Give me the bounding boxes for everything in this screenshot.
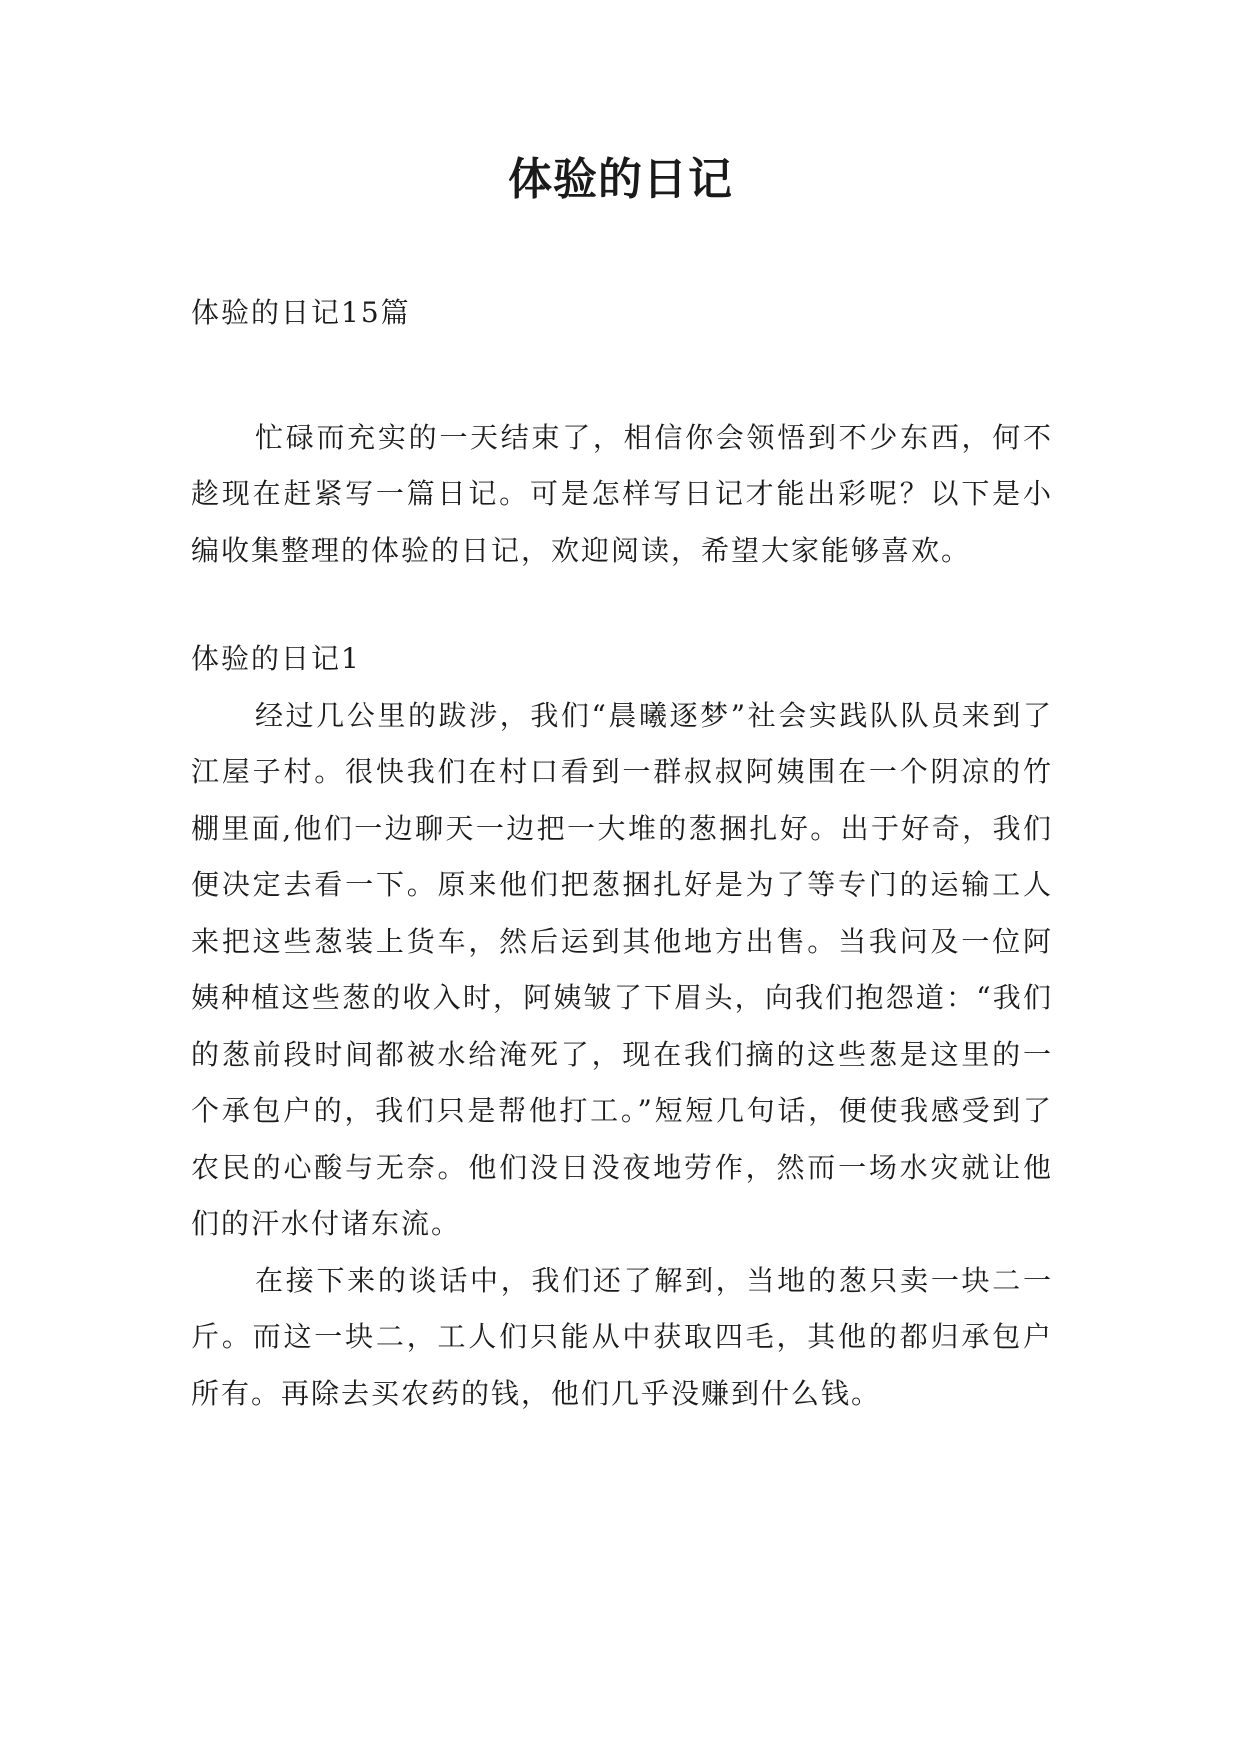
- section-heading: 体验的日记1: [191, 642, 361, 675]
- document-title: 体验的日记: [508, 154, 733, 205]
- body-paragraph: 经过几公里的跋涉，我们“晨曦逐梦”社会实践队队员来到了江屋子村。很快我们在村口看到一群叔叔阿姨围在一个阴凉的竹棚里面,他们一边聊天一边把一大堆的葱捆扎好。出于好奇，我们便决定去看一下。原来他们把葱捆扎好是为了等专门的运输工人来把这些葱装上货车，然后运到其他地方出售。当我问及一位阿姨种植这些葱的收入时，阿姨皱了下眉头，向我们抱怨道：“我们的葱前段时间都被水给淹死了，现在我们摘的这些葱是这里的一个承包户的，我们只是帮他打工。”短短几句话，便使我感受到了农民的心酸与无奈。他们没日没夜地劳作，然而一场水灾就让他们的汗水付诸东流。: [191, 698, 1053, 1240]
- body-paragraph: 在接下来的谈话中，我们还了解到，当地的葱只卖一块二一斤。而这一块二，工人们只能从中获取四毛，其他的都归承包户所有。再除去买农药的钱，他们几乎没赚到什么钱。: [191, 1263, 1053, 1410]
- document-body: [191, 285, 1053, 1422]
- intro-paragraph: 忙碌而充实的一天结束了，相信你会领悟到不少东西，何不趁现在赶紧写一篇日记。可是怎样写日记才能出彩呢？以下是小编收集整理的体验的日记，欢迎阅读，希望大家能够喜欢。: [191, 420, 1053, 567]
- document-subtitle: 体验的日记15篇: [191, 296, 411, 329]
